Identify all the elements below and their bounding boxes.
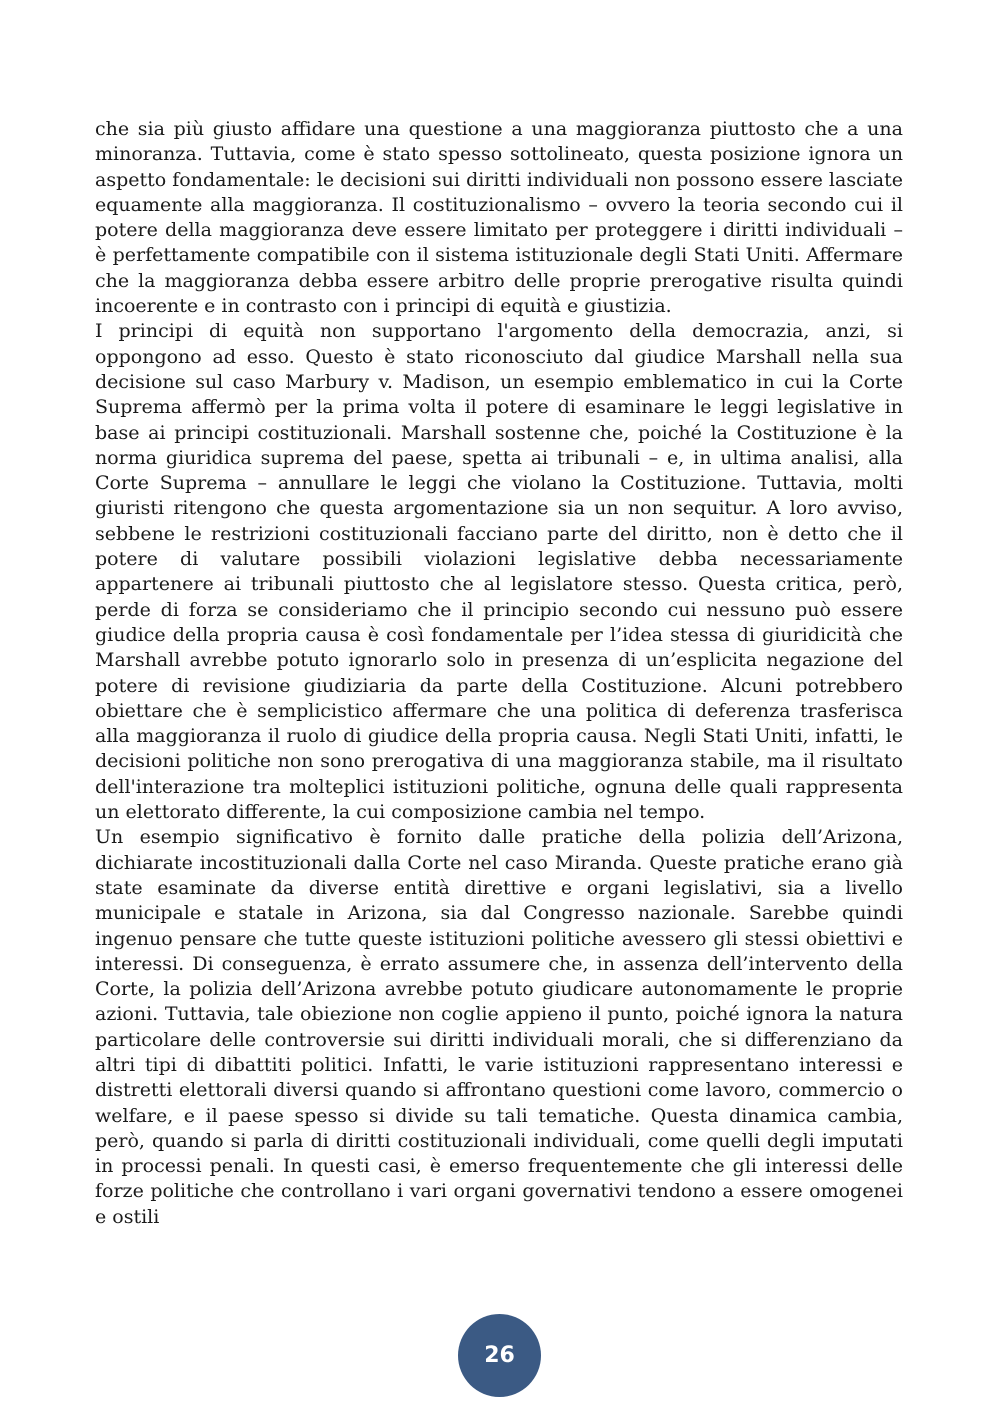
paragraph-2: I principi di equità non supportano l'argomento della democrazia, anzi, si oppongono ad esso. Questo è stato riconosciuto dal giudice Marshall nella sua decisione sul caso Marbury v. Madison, un esempio emblematico in cui la Corte Suprema affermò per la prima volta il potere di esaminare le leggi legislative in base ai principi costituzionali. Marshall sostenne che, poiché la Costituzione è la norma giuridica suprema del paese, spetta ai tribunali – e, in ultima analisi, alla Corte Suprema – annullare le leggi che violano la Costituzione. Tuttavia, molti giuristi ritengono che questa argomentazione sia un non sequitur. A loro avviso, sebbene le restrizioni costituzionali facciano parte del diritto, non è detto che il potere di valutare possibili violazioni legislative debba necessariamente appartenere ai tribunali piuttosto che al legislatore stesso. Questa critica, però, perde di forza se consideriamo che il principio secondo cui nessuno può essere giudice della propria causa è così fondamentale per l’idea stessa di giuridicità che Marshall avrebbe potuto ignorarlo solo in presenza di un’esplicita negazione del potere di revisione giudiziaria da parte della Costituzione. Alcuni potrebbero obiettare che è semplicistico affermare che una politica di deferenza trasferisca alla maggioranza il ruolo di giudice della propria causa. Negli Stati Uniti, infatti, le decisioni politiche non sono prerogativa di una maggioranza stabile, ma il risultato dell'interazione tra molteplici istituzioni politiche, ognuna delle quali rappresenta un elettorato differente, la cui composizione cambia nel tempo. <box>95 320 903 824</box>
paragraph-1: che sia più giusto affidare una questione a una maggioranza piuttosto che a una minoranza. Tuttavia, come è stato spesso sottolineato, questa posizione ignora un aspetto fondamentale: le decisioni sui diritti individuali non possono essere lasciate equamente alla maggioranza. Il costituzionalismo – ovvero la teoria secondo cui il potere della maggioranza deve essere limitato per proteggere i diritti individuali – è perfettamente compatibile con il sistema istituzionale degli Stati Uniti. Affermare che la maggioranza debba essere arbitro delle proprie prerogative risulta quindi incoerente e in contrasto con i principi di equità e giustizia. <box>95 118 903 318</box>
paragraph-3: Un esempio significativo è fornito dalle pratiche della polizia dell’Arizona, dichiarate incostituzionali dalla Corte nel caso Miranda. Queste pratiche erano già state esaminate da diverse entità direttive e organi legislativi, sia a livello municipale e statale in Arizona, sia dal Congresso nazionale. Sarebbe quindi ingenuo pensare che tutte queste istituzioni politiche avessero gli stessi obiettivi e interessi. Di conseguenza, è errato assumere che, in assenza dell’intervento della Corte, la polizia dell’Arizona avrebbe potuto giudicare autonomamente le proprie azioni. Tuttavia, tale obiezione non coglie appieno il punto, poiché ignora la natura particolare delle controversie sui diritti individuali morali, che si differenziano da altri tipi di dibattiti politici. Infatti, le varie istituzioni rappresentano interessi e distretti elettorali diversi quando si affrontano questioni come lavoro, commercio o welfare, e il paese spesso si divide su tali tematiche. Questa dinamica cambia, però, quando si parla di diritti costituzionali individuali, come quelli degli imputati in processi penali. In questi casi, è emerso frequentemente che gli interessi delle forze politiche che controllano i vari organi governativi tendono a essere omogenei e ostili <box>95 826 903 1228</box>
page-number: 26 <box>484 1343 515 1368</box>
document-body <box>95 117 903 1230</box>
page-number-badge <box>458 1314 541 1397</box>
